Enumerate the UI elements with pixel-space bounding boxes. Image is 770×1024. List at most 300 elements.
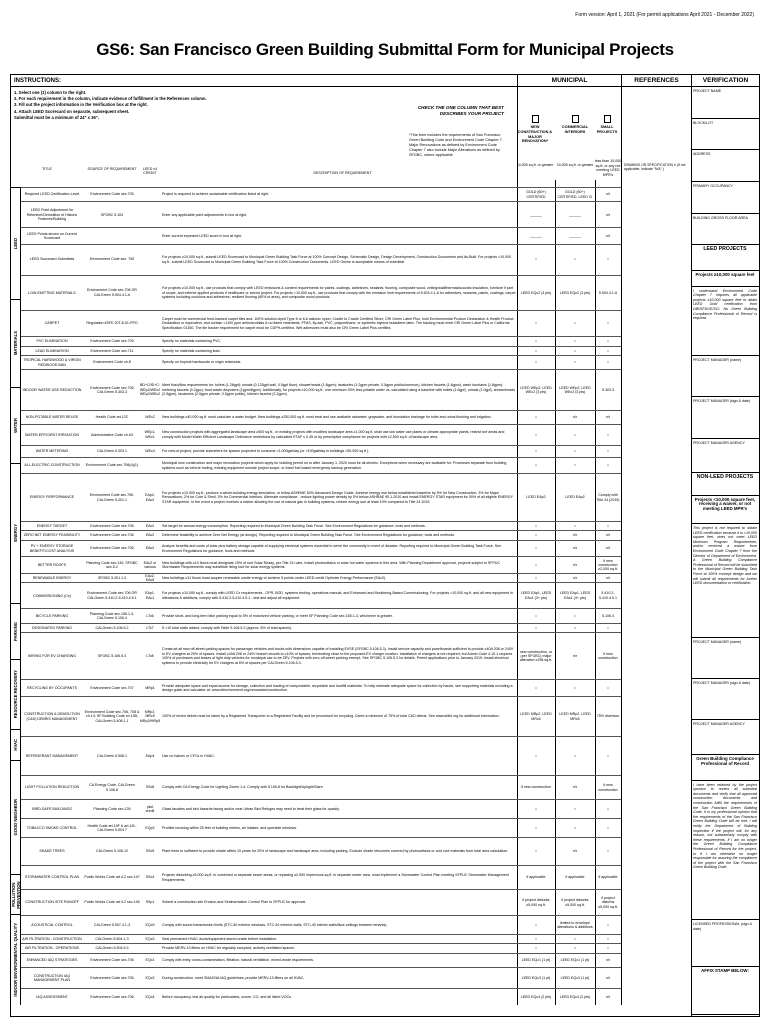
section-label: PARKING	[13, 622, 18, 642]
row-commercial-interiors: LEED EQc4 (2 pts)	[559, 995, 591, 999]
row-title: ALL-ELECTRIC CONSTRUCTION	[24, 463, 80, 468]
row-title: ENHANCED IAQ STRATEGIES	[26, 958, 78, 963]
row-source: Planning Code sec.149, SFGBC sec.5.2	[86, 560, 138, 570]
table-row	[21, 346, 621, 355]
verification-panel	[691, 87, 759, 1017]
row-small-projects: 5.303.3	[602, 387, 614, 392]
row-title: TROPICAL HARDWOOD & VIRGIN REDWOOD BAN	[23, 358, 81, 367]
row-new-construction: •	[535, 449, 537, 454]
row-title: IAQ ASSESSMENT	[36, 995, 68, 999]
row-small-projects: •	[607, 449, 609, 454]
table-row	[21, 473, 621, 520]
row-leed-credit: EAp2, EAc2	[145, 493, 155, 502]
row-title: NON-POTABLE WATER REUSE	[25, 414, 79, 419]
verification-field[interactable]: ADDRESS	[691, 150, 759, 182]
row-leed-credit: EAc2	[145, 523, 155, 528]
section-label: POLLUTION PREVENTION	[10, 881, 21, 909]
row-source: Environment Code sec.706 CALGreen 5.303.3	[90, 385, 134, 394]
municipal-footnote: *This form includes the requirements of San Francisco Green Building Code and Environment Code Chapter 7. Major Renovations as defined by Environment Code Chapter 7 also include Major Alterations as defined by SFGBC, where applicable.	[409, 133, 503, 157]
row-leed-credit	[141, 202, 159, 227]
section-band	[11, 874, 21, 914]
row-small-projects: •	[607, 946, 609, 951]
row-new-construction: ______	[530, 212, 542, 217]
table-row	[21, 988, 621, 1005]
row-new-construction: •	[535, 257, 537, 262]
row-source: Environment Code sec.706	[90, 523, 134, 528]
row-new-construction: if new construction	[521, 785, 551, 790]
row-source: Environment Code sec.711	[90, 348, 134, 353]
row-description: Plant trees to sufficient to provide shade within 15 years for 20% of landscape and hardscape area, including parking. Exclude shade structures covered by photovoltaics or cool roof materials from total area calculation.	[162, 849, 509, 854]
row-leed-credit: SSc5	[145, 849, 155, 854]
row-leed-credit	[141, 188, 159, 201]
row-leed-credit: WEc2	[145, 414, 155, 419]
table-row	[21, 865, 621, 889]
verification-field[interactable]: PRIMARY OCCUPANCY	[691, 182, 759, 214]
row-commercial-interiors: •	[574, 348, 576, 353]
row-title: CONSTRUCTION & DEMOLITION (C&D) DEBRIS MANAGEMENT	[24, 712, 80, 721]
column-new-construction[interactable]	[515, 115, 555, 144]
row-description: Carpet must be commercial front-backed carpet tiles and: 100% solution-dyed Type 6 or 6.6 cationic nylon; Cradle to Cradle Certified Silver; CRI Green Label Plus, hold Environmental Product Declaration & Health Product Declaration or equivalent, and contain <1100 ppm antimicrobials & no flame retardants, PFAS, fly-ash, PVC, polyurethane, or synthetic styrene butadiene latex. The backing must meet CRI Green Label Plus or California Specification 01350. The tile backer requirement for carpet must be CDPH-certified. Wet adhesives must also be CRI Green Label Plus certified.	[162, 317, 514, 330]
section-label: LEED	[13, 237, 18, 249]
row-commercial-interiors: n/r	[572, 849, 578, 854]
row-commercial-interiors: •	[574, 806, 576, 811]
row-source: Environment Code ch.8	[93, 360, 131, 365]
row-description: Before occupancy, test air quality for particulates, ozone, CO, and all listed VOCs.	[162, 995, 292, 999]
row-source: CALGreen 5.504.5.3	[95, 946, 129, 951]
row-commercial-interiors: n/r	[572, 575, 578, 580]
row-commercial-interiors: LEED EQc1 (1 pt)	[560, 958, 590, 963]
row-source: Health Code art.19F & art.19L, CALGreen 5.504.7	[87, 823, 137, 832]
row-small-projects: if new construction ≥2,000 sq.ft.	[598, 558, 618, 572]
row-commercial-interiors: •	[574, 946, 576, 951]
row-commercial-interiors: ______	[569, 233, 581, 238]
row-leed-credit: EQc1	[145, 958, 155, 963]
row-description: Specify no materials containing PVC.	[162, 339, 222, 344]
row-commercial-interiors: n/r	[572, 562, 578, 567]
row-commercial-interiors: LEED EAp2	[565, 495, 585, 500]
row-new-construction: •	[535, 533, 537, 538]
row-source: CALGreen 5.106.12	[96, 849, 128, 854]
row-new-construction: •	[535, 825, 537, 830]
row-small-projects: •	[607, 922, 609, 927]
table-row	[21, 608, 621, 622]
row-description: For projects ≥10,000 sq.ft., comply with LEED Cx requirements - OPR, BOD, systems testing, operations manual, and Enhanced and Monitoring-Based Commissioning. For projects <10,000 sq.ft. and all new equipment in alterations & additions, comply with 5.410.2-5.410.4.5.1 - test and adjust all equipment.	[162, 591, 513, 600]
table-row	[21, 799, 621, 818]
column-label: NEW CONSTRUCTION & MAJOR RENOVATION*	[517, 125, 553, 144]
row-description: Provide short- and long-term bike parking equal to 5% of motorized vehicle parking, or meet SF Planning Code sec.155.1-3, whichever is greater.	[162, 613, 393, 618]
row-source: Planning Code sec.139	[93, 806, 131, 811]
row-leed-credit: EAc2	[145, 533, 155, 538]
col-source: SOURCE OF REQUIREMENT	[87, 167, 137, 171]
table-row	[21, 227, 621, 244]
row-source: CALGreen 5.303.1	[97, 449, 127, 454]
verification-text: AFFIX STAMP BELOW:	[691, 967, 759, 1015]
references-note: DRAWING OR SPECIFICATION # (If not applicable, indicate "N/A".)	[624, 163, 686, 172]
verification-field[interactable]: BUILDING GROSS FLOOR AREA	[691, 214, 759, 246]
row-source: Environment Code sec.706	[90, 546, 134, 551]
row-description: Specify no materials containing lead.	[162, 348, 221, 353]
row-leed-credit	[141, 347, 159, 355]
verification-field[interactable]: PROJECT MANAGER AGENCY	[691, 439, 759, 474]
row-title: COMMISSIONING (Cx)	[33, 593, 71, 598]
verification-field[interactable]: PROJECT NAME	[691, 87, 759, 119]
verification-text: LEED PROJECTS	[691, 245, 759, 270]
col-description: DESCRIPTION OF REQUIREMENT	[313, 171, 372, 175]
row-small-projects: n/r	[605, 995, 611, 999]
row-commercial-interiors: •	[574, 625, 576, 630]
row-commercial-interiors: •	[574, 523, 576, 528]
row-source: SFGBC 5.201.1.3	[97, 575, 127, 580]
table-row	[21, 775, 621, 799]
row-small-projects: if project disturbs ≥5,000 sq.ft.	[598, 895, 618, 909]
row-source: Environment Code sec.706	[90, 995, 134, 999]
table-row	[21, 837, 621, 865]
row-new-construction: GOLD (60+) CERTIFIED	[526, 190, 546, 199]
row-title: BIRD-SAFE BUILDINGS	[32, 806, 72, 811]
row-title: LEED Point Adjustment for Retention/Demolition of Historic Features/Building	[26, 208, 78, 221]
instruction-item: Submittal must be a minimum of 24" x 36".	[14, 114, 99, 120]
verification-field[interactable]: LICENSED PROFESSIONAL (sign & date)	[691, 920, 759, 968]
row-source: Public Works Code art.4.2 sec.146	[84, 900, 140, 905]
row-description: If >10 total stalls added, comply with Table 5.106.5.2 (approx. 8% of total spaces).	[162, 625, 293, 630]
section-label: INDOOR ENVIRONMENTAL QUALITY	[13, 923, 18, 997]
row-small-projects: n/r	[605, 192, 611, 197]
row-title: LIGHT POLLUTION REDUCTION	[24, 785, 80, 790]
instructions-heading: INSTRUCTIONS:	[14, 78, 61, 84]
row-description: New construction projects with aggregated landscape area ≥500 sq.ft., or existing projects with modified landscape area ≥1,000 sq.ft. shall use low water use plants or climate appropriate plants, restrict turf areas and comply with Model Water Efficient Landscape Ordinance restrictions by calculated ETAF ≤ 0.45 or by prescriptive compliance for projects with ≤2,500 sq.ft. of landscape area.	[162, 430, 505, 439]
row-leed-credit: LTc7	[146, 625, 154, 630]
instruction-item: 3. Fill out the project information in the Verification box at the right.	[14, 102, 148, 108]
row-description: New buildings ≥11 floors must acquire renewable onsite energy or achieve 5 points under LEED credit Optimize Energy Performance (EAc2).	[162, 575, 387, 580]
row-source	[83, 228, 141, 244]
row-commercial-interiors: •	[574, 686, 576, 691]
row-description: For projects ≥10,000 sq.ft., produce a whole-building energy simulation, or follow ASHRAE 50% Advanced Design Guide. Achieve energy use below established baseline by 5% for New Construction, 3% for Major Renovations, 2% for Core & Shell, 3% for Commercial Interiors. Alternate compliance - reduce lighting power density by 5% below ASHRAE 90.1-2010 and install ENERGY STAR equipment for 50% of all eligible ENERGY STAR equipment. In the event a project receives a waiver allowing the use of natural gas in building systems, reduce energy use at least 10% compared to Title 24 2019.	[162, 491, 513, 504]
row-source: CALGreen 5.507.4.1-3	[93, 922, 131, 927]
row-leed-credit: EQc3	[145, 976, 155, 981]
row-new-construction: •	[535, 432, 537, 437]
row-title: INDOOR WATER USE REDUCTION	[22, 387, 82, 392]
row-leed-credit: WEp1, WEc1	[144, 430, 156, 439]
column-size: less than 10,000 sq.ft. or any not meeting LEED MPR's	[594, 159, 622, 177]
section-band	[11, 387, 21, 463]
row-small-projects: •	[607, 806, 609, 811]
row-leed-credit: EAp1, EAc1	[145, 591, 155, 600]
verification-heading: VERIFICATION	[691, 75, 759, 87]
row-title: WIRING FOR EV CHARGING	[27, 654, 77, 659]
row-leed-credit	[141, 228, 159, 244]
row-small-projects: •	[607, 360, 609, 365]
verification-field[interactable]: PROJECT MANAGER (sign & date)	[691, 679, 759, 720]
row-commercial-interiors: n/r	[572, 546, 578, 551]
row-small-projects: 5.504.4.1-6	[598, 290, 618, 295]
row-description: Provide adequate space and equal access for storage, collection and loading of compostable, recyclable and landfill materials. To help estimate adequate space for collection by hauler, see supporting materials including a design guide and calculator at: www.sfenvironment.org/zerowaste/construction.	[162, 683, 513, 693]
row-commercial-interiors: LEED EAp1, LEED EAc1 (4+ pts)	[559, 591, 591, 600]
row-title: ENERGY PERFORMANCE	[29, 495, 75, 500]
row-description: Seal permanent HVAC ducts/equipment stored onsite before installation.	[162, 937, 278, 941]
table-row	[21, 336, 621, 345]
table-row	[21, 679, 621, 696]
row-leed-credit: EAc2, EAc5	[145, 573, 155, 583]
row-title: WATER-EFFICIENT IRRIGATION	[25, 432, 79, 437]
row-commercial-interiors: •	[574, 432, 576, 437]
row-small-projects: n/r	[605, 958, 611, 963]
row-leed-credit: WEc4	[145, 449, 155, 454]
table-row	[21, 915, 621, 934]
form-page	[10, 12, 760, 1017]
row-small-projects: n/r	[605, 546, 611, 551]
row-title: LEED Points shown on Current Scorecard	[27, 231, 77, 241]
section-label: MATERIALS	[13, 331, 18, 356]
column-commercial-interiors[interactable]	[555, 115, 595, 135]
verification-text: Projects ≥10,000 square feet	[691, 271, 759, 287]
row-source: Health Code art.12C	[95, 414, 129, 419]
row-source: Environment Code sec. 705	[89, 257, 135, 262]
column-size: 10,000 sq.ft. or greater	[556, 163, 594, 167]
row-commercial-interiors: n/r	[572, 654, 578, 659]
row-source: Environment Code sec.706, 708 & ch.14; SF Building Code ch.13B; CALGreen 5.408.1.1	[84, 710, 140, 723]
row-title: BICYCLE PARKING	[35, 613, 69, 618]
row-commercial-interiors: •	[574, 937, 576, 941]
column-label: COMMERCIAL INTERIORS	[561, 125, 589, 134]
row-small-projects: if new construction	[598, 783, 618, 792]
row-source: Public Works Code art.4.2 sec.147	[84, 875, 140, 880]
table-row	[21, 310, 621, 336]
row-leed-credit: MRp2, MRc5 MRp2/MRp5	[139, 710, 161, 723]
table-row	[21, 445, 621, 457]
row-small-projects: n/r	[605, 212, 611, 217]
row-source: CALGreen 5.504.1-3	[95, 937, 129, 941]
row-description: Comply with CA Energy Code for Lighting Zones 1-4. Comply with 5.106.8 for Backlight/Uplight/Glare.	[162, 785, 324, 790]
row-source: Environment Code sec 706(d)(1)	[85, 463, 139, 468]
row-leed-credit: EAc2	[145, 546, 155, 551]
checkbox-commercial-interiors[interactable]	[572, 115, 579, 123]
column-label: SMALL PROJECTS	[596, 125, 618, 134]
row-description: Enter current expected LEED score in box at right.	[162, 233, 243, 238]
row-leed-credit: EAc2 or various	[143, 560, 157, 570]
row-new-construction: •	[535, 414, 537, 419]
row-leed-credit: LTc6	[146, 613, 154, 618]
row-description: Use no halons or CFCs in HVAC.	[162, 754, 215, 759]
col-title: TITLE	[42, 167, 52, 171]
verification-text: I understand Environment Code Chapter 7 requires all applicable projects ≥10,000 square feet to attain LEED Gold certification from DBI/SFDOE/SCI. No Green Building Compliance Professional of Record is required.	[691, 287, 759, 357]
row-title: RECYCLING BY OCCUPANTS	[27, 686, 77, 691]
row-title: WATER METERING	[35, 449, 69, 454]
table-row	[21, 275, 621, 311]
row-commercial-interiors: •	[574, 339, 576, 344]
row-commercial-interiors: LEED EQc2 (3 pts)	[559, 290, 591, 295]
row-title: RENEWABLE ENERGY	[32, 575, 72, 580]
row-small-projects: n/r	[605, 533, 611, 538]
verification-text: Projects <10,000 square feet, receiving a waiver, or not meeting LEED MPR's	[691, 496, 759, 525]
row-description: During construction, meet SMACNA IAQ guidelines; provide MERV-13 filters on all HVAC.	[162, 976, 305, 981]
row-new-construction: •	[535, 937, 537, 941]
row-title: CONSTRUCTION SITE RUNOFF	[25, 900, 79, 905]
row-small-projects: •	[607, 523, 609, 528]
row-source: Planning Code sec.155.1-3, CALGreen 5.106.4	[89, 611, 135, 621]
row-title: AIR FILTRATION - CONSTRUCTION	[22, 937, 82, 941]
table-row	[21, 582, 621, 608]
checkbox-new-construction[interactable]	[532, 115, 539, 123]
row-small-projects: n/r	[605, 414, 611, 419]
row-source: Environment Code sec.706	[90, 533, 134, 538]
row-new-construction: LEED MRp2, LEED MRc5	[520, 712, 552, 721]
row-description: Submit a construction site Erosion and Sedimentation Control Plan to SFPUC for approval.	[162, 900, 307, 905]
row-leed-credit	[141, 276, 159, 311]
row-commercial-interiors: n/r	[572, 533, 578, 538]
section-label: HVAC	[13, 738, 18, 751]
row-description: Analyze benefits and costs of solar plus battery storage capable of supplying electrical systems essential to serve the community in event of disaster. Reporting required to Municipal Green Building Task Force. See Environment Regulations for guidance, tools and methods.	[162, 544, 502, 553]
row-source: CA Energy Code, CALGreen 5.106.8	[89, 783, 135, 792]
verification-field[interactable]: PROJECT MANAGER (name)	[691, 356, 759, 397]
row-commercial-interiors: if applicable	[565, 875, 585, 880]
row-new-construction: LEED EQc4 (2 pts)	[520, 995, 552, 999]
row-leed-credit: SSp1	[145, 900, 155, 905]
row-small-projects: •	[607, 257, 609, 262]
table-row	[21, 736, 621, 775]
column-size: 10,000 sq.ft. or greater	[516, 163, 554, 167]
row-leed-credit: SSc4	[145, 875, 155, 880]
municipal-heading: MUNICIPAL	[517, 75, 621, 87]
row-new-construction: •	[535, 806, 537, 811]
row-commercial-interiors: if project disturbs ≥5,000 sq.ft.	[561, 898, 589, 907]
row-title: BETTER ROOFS	[38, 562, 66, 567]
row-small-projects: •	[607, 937, 609, 941]
row-small-projects: •	[607, 849, 609, 854]
row-new-construction: •	[535, 546, 537, 551]
row-source: CALGreen 5.106.5.2	[95, 625, 129, 630]
row-small-projects: •	[607, 625, 609, 630]
verification-field[interactable]: BLOCK/LOT	[691, 119, 759, 151]
page-title: GS6: San Francisco Green Building Submittal Form for Municipal Projects	[96, 40, 674, 59]
row-source: SFGBC 5.106.5.3	[97, 654, 127, 659]
row-commercial-interiors: ______	[569, 212, 581, 217]
row-new-construction: •	[535, 562, 537, 567]
row-source: Environment Code sec.706	[90, 976, 134, 981]
table-row	[21, 696, 621, 736]
row-title: SHADE TREES	[39, 849, 65, 854]
row-small-projects: if applicable	[598, 875, 618, 880]
row-description: Meet flush/flow requirements for: toilets (1.28gpf); urinals (0.125gpf wall, 0.5gpf floor); showerheads (1.8gpm); lavatories (1.2gpm private, 0.5gpm public/common); kitchen faucets (1.8gpm); wash fountains (1.8gpm); metering faucets (0.2gpc); food waste disposers (1gpm/8gpm). Additionally, for projects ≥10,000 sq.ft., use minimum 30% less potable water vs. calculated using a baseline with toilets (1.6gpf), urinals (1.0gpf), showerheads (2.5gpm), lavatories (2.5gpm private, 0.5gpm public), kitchen faucets (2.2gpm).	[162, 383, 516, 397]
row-description: 100% of mixed debris must be taken by a Registered Transporter to a Registered Facility and be processed for recycling. Divert a minimum of 75% of total C&D debris. See www.sfdbi.org for additional information.	[162, 714, 500, 719]
row-source: Environment Code sec.706, CALGreen 5.201.1	[89, 493, 135, 502]
row-source: CALGreen 5.508.1	[97, 754, 127, 759]
verification-field[interactable]: PROJECT MANAGER (name)	[691, 638, 759, 679]
row-new-construction: LEED EQc1 (1 pt)	[521, 958, 551, 963]
row-small-projects: •	[607, 339, 609, 344]
row-source: Environment Code sec.706 OR CALGreen 5.504.4.1-6	[87, 288, 137, 297]
row-leed-credit: SSc6	[145, 785, 155, 790]
instruction-item: 2. For each requirement in the column, indicate evidence of fulfillment in the References column.	[14, 96, 207, 102]
row-description: Specify no tropical hardwoods or virgin redwoods.	[162, 360, 242, 365]
row-leed-credit: EQc4	[145, 995, 155, 999]
row-commercial-interiors: •	[574, 754, 576, 759]
row-source: Environment Code sec.709	[90, 339, 134, 344]
row-leed-credit: EQc3	[145, 937, 155, 941]
table-row	[21, 540, 621, 557]
row-leed-credit: EAp4	[145, 754, 155, 759]
row-source: Regulation #SFE 20T-8-01-PPO	[86, 321, 138, 326]
row-new-construction: •	[535, 613, 537, 618]
table-row	[21, 934, 621, 943]
row-title: PVC ELIMINATION	[36, 339, 68, 344]
row-commercial-interiors: n/r	[572, 785, 578, 790]
row-commercial-interiors: n/r	[572, 414, 578, 419]
table-row	[21, 244, 621, 275]
table-row	[21, 623, 621, 632]
section-label: ENERGY	[13, 524, 18, 542]
row-description: Enter any applicable point adjustments in box at right.	[162, 212, 248, 217]
table-row	[21, 953, 621, 967]
row-commercial-interiors: •	[574, 321, 576, 326]
verification-field[interactable]: PROJECT MANAGER AGENCY	[691, 720, 759, 755]
row-new-construction: •	[535, 321, 537, 326]
row-commercial-interiors: •	[574, 825, 576, 830]
row-new-construction: •	[535, 849, 537, 854]
table-row	[21, 369, 621, 409]
row-source: Environment Code sec.705	[90, 192, 134, 197]
table-row	[21, 410, 621, 424]
row-small-projects: •	[607, 825, 609, 830]
row-new-construction: •	[535, 686, 537, 691]
row-new-construction: •	[535, 575, 537, 580]
row-small-projects: 5.410.2-5.410.4.5.1	[599, 591, 617, 600]
row-leed-credit	[141, 458, 159, 474]
section-band	[11, 659, 21, 728]
section-band	[11, 729, 21, 760]
row-leed-credit	[141, 356, 159, 369]
row-title: LOW-EMITTING MATERIALS	[28, 290, 76, 295]
row-small-projects: Comply with Title 24 (2019)	[596, 493, 620, 502]
row-new-construction: •	[535, 922, 537, 927]
row-title: TOBACCO SMOKE CONTROL	[26, 825, 78, 830]
row-small-projects: if new construction	[598, 651, 618, 661]
row-new-construction: new construction, or (per SFGBC) major alteration ≥25k sq.ft.	[519, 649, 553, 663]
row-description: For projects ≥10,000 sq.ft., submit LEED Scorecard to Municipal Green Building Task Force at 100% Concept Design, Schematic Design, Design Development, Construction Documents and As-Built. For projects <10,000 sq.ft., submit LEED Scorecard to Municipal Green Building Task Force at 100% Construction Documents. LEED Online is acceptable means of submittal.	[162, 255, 512, 264]
row-description: Comply with entry, cross-contamination, filtration, natural ventilation, mixed-mode requirements.	[162, 958, 314, 963]
row-title: CONSTRUCTION IAQ MANAGEMENT PLAN	[33, 973, 71, 983]
row-description: Construct all new off-street parking spaces for passenger vehicles and trucks with dimensions capable of installing EVSE (SFGBC 5.106.5.3). Install service capacity and panelboards sufficient to provide ≥40A 208 or 240V to EV chargers at 20% of spaces. Install ≥40A 208 or 240V branch circuits to ≥10% of spaces, terminating close to the proposed EV charger location. Installation of chargers is not required, but Admin Code 4.10-1 requires 100% of purchases and leases of light duty vehicles for municipal use to be ZEV. Projects with zero off-street parking exempt. See SFGBC 5.106.5.3 for details. Permit applications prior to January 2019: Install electrical systems to provide electricity for EV chargers at 6% of spaces per CALGreen 5.106.5.3.	[162, 647, 514, 665]
row-new-construction: LEED EAp2	[526, 495, 546, 500]
verification-text: I have been retained by the project sponsor to review all submittal documents and verify that all approved construction documents and construction fulfill the requirements of the San Francisco Green Building Code. It is my professional opinion that the requirements of the San Francisco Green Building Code will be met. I will notify the Department of Building Inspection if the project will, for any reason, not substantially comply with these requirements, if I am no longer the Green Building Compliance Professional of Record for the project, or if I am otherwise no longer responsible for assuring the compliance of the project with the San Francisco Green Building Code.	[691, 781, 759, 920]
row-small-projects: •	[607, 686, 609, 691]
row-commercial-interiors: LEED WEp2, LEED WEc2 (3 pts)	[559, 385, 591, 394]
row-new-construction: •	[535, 360, 537, 365]
row-new-construction: if project disturbs ≥5,000 sq.ft.	[522, 898, 550, 907]
instruction-item: 4. Attach LEED Scorecard on separate, subsequent sheet.	[14, 108, 130, 114]
header-band	[11, 75, 759, 87]
row-description: For new-of project, provide submeters for spaces projected to consume >1,000gal/day (or >100gal/day in buildings >50,000 sq.ft.).	[162, 449, 370, 454]
row-small-projects: •	[607, 754, 609, 759]
row-commercial-interiors: •	[574, 613, 576, 618]
row-title: ZERO NET ENERGY FEASIBILITY	[23, 533, 81, 538]
row-leed-credit: EQp2	[145, 825, 155, 830]
table-row	[21, 201, 621, 227]
row-new-construction: •	[535, 946, 537, 951]
section-band	[11, 463, 21, 603]
table-row	[21, 187, 621, 201]
row-commercial-interiors: limited to envelope alterations & additions	[557, 920, 593, 929]
table-row	[21, 889, 621, 915]
column-small-projects[interactable]	[591, 115, 623, 135]
checkbox-small-projects[interactable]	[604, 115, 611, 123]
table-row	[21, 556, 621, 573]
verification-field[interactable]: PROJECT MANAGER (sign & date)	[691, 397, 759, 438]
row-leed-credit	[141, 245, 159, 275]
row-leed-credit	[141, 944, 159, 952]
references-heading: REFERENCES	[621, 75, 691, 87]
row-description: Municipal new construction and major renovation projects which apply for building permit on or after January 1, 2020 must be all-electric. Exceptions when necessary are available for: Processes separate from building systems such as vehicle fueling, existing equipment outside project scope, or fossil fuel-based emergency backup generation.	[162, 461, 507, 470]
row-leed-credit	[141, 311, 159, 336]
